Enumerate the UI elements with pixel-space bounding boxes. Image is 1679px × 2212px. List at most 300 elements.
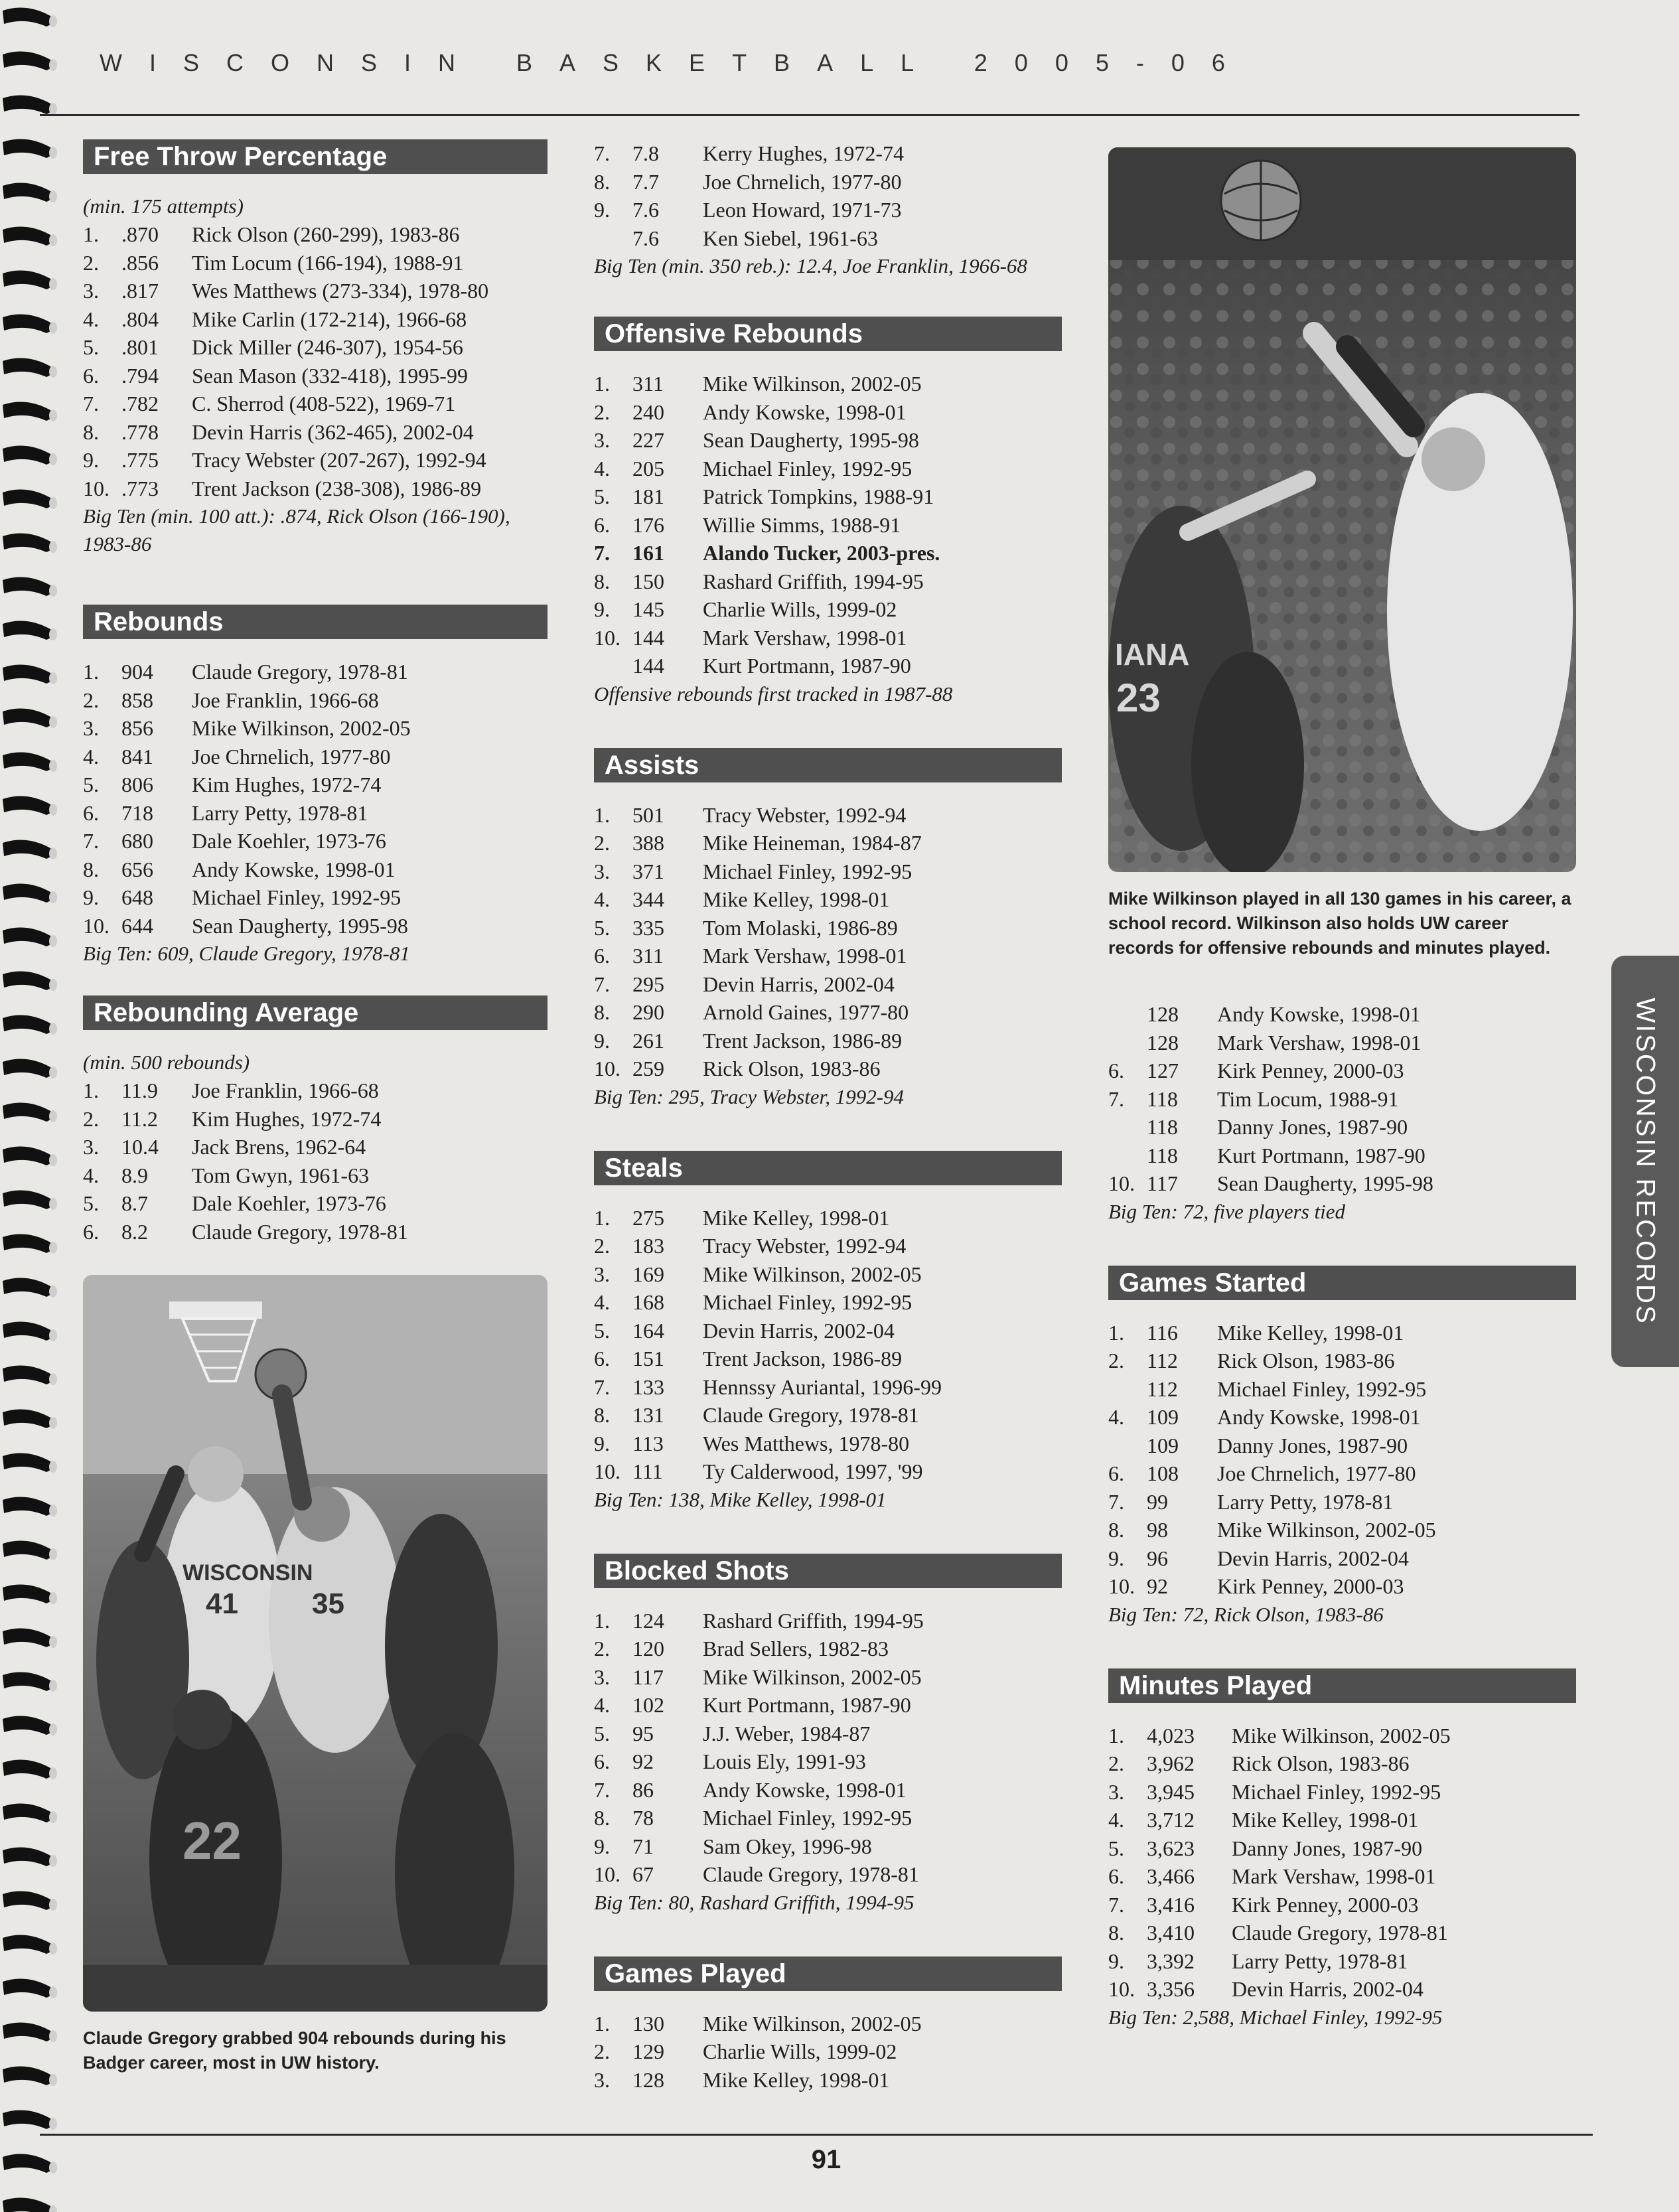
record-value: 371 — [632, 859, 664, 883]
record-row — [594, 2010, 1062, 2038]
record-row — [83, 658, 548, 686]
record-name: Mark Vershaw, 1998-01 — [703, 944, 907, 968]
record-row — [83, 1218, 548, 1246]
record-rank: 10. — [1108, 1574, 1135, 1598]
record-name: C. Sherrod (408-522), 1969-71 — [192, 392, 456, 415]
record-row — [1108, 1544, 1576, 1573]
section-title: Assists — [594, 748, 1062, 782]
record-row — [594, 370, 1062, 398]
record-value: 8.2 — [121, 1219, 148, 1244]
record-rank: 3. — [594, 428, 610, 452]
record-row — [594, 426, 1062, 455]
record-row — [594, 1288, 1062, 1317]
record-row — [1108, 1142, 1576, 1170]
spiral-coil — [3, 796, 52, 816]
spiral-coil — [3, 1234, 52, 1254]
spiral-coil — [3, 315, 52, 334]
record-row — [1108, 1975, 1576, 2004]
header-rule — [40, 114, 1579, 116]
record-rank — [594, 652, 632, 680]
jersey-number-41: 41 — [206, 1587, 238, 1620]
record-row — [594, 857, 1062, 886]
record-row — [83, 714, 548, 743]
record-name: Tim Locum, 1988-91 — [1217, 1086, 1399, 1111]
record-rank: 4. — [83, 307, 99, 331]
record-rank — [1108, 1029, 1147, 1057]
record-rank: 8. — [1108, 1518, 1124, 1542]
record-row — [594, 1607, 1062, 1635]
section-note: Big Ten: 138, Mike Kelley, 1998-01 — [594, 1487, 887, 1511]
record-name: Ken Siebel, 1961-63 — [703, 226, 878, 250]
record-value: 124 — [632, 1608, 664, 1633]
record-value: 3,623 — [1147, 1836, 1195, 1860]
record-rank: 4. — [594, 887, 610, 911]
section-note: Big Ten (min. 100 att.): .874, Rick Olson (166-190), 1983-86 — [83, 504, 510, 555]
record-rank: 4. — [594, 1290, 610, 1314]
record-name: Mike Heineman, 1984-87 — [703, 831, 922, 855]
spiral-coil — [3, 1278, 52, 1297]
spiral-coil — [3, 1979, 52, 1998]
spiral-coil — [3, 8, 52, 27]
spiral-coil — [3, 271, 52, 290]
record-name: Wes Matthews, 1978-80 — [703, 1431, 910, 1455]
record-row — [83, 883, 548, 912]
section-note: Big Ten: 2,588, Michael Finley, 1992-95 — [1108, 2005, 1443, 2029]
record-name: Rashard Griffith, 1994-95 — [703, 569, 924, 593]
record-row — [1108, 1375, 1576, 1404]
record-value: 656 — [121, 857, 153, 881]
binding-hole — [49, 1329, 57, 1341]
record-row — [83, 799, 548, 828]
record-value: 205 — [632, 456, 664, 480]
section-title: Rebounds — [83, 605, 548, 639]
record-rank: 3. — [594, 859, 610, 883]
record-rank: 3. — [594, 2067, 610, 2092]
record-rank: 7. — [594, 1374, 610, 1399]
record-name: Rick Olson, 1983-86 — [703, 1057, 881, 1080]
jersey-text-wisconsin: WISCONSIN — [183, 1560, 313, 1585]
spiral-coil — [3, 2067, 52, 2086]
record-name: Claude Gregory, 1978-81 — [703, 1403, 919, 1427]
record-name: Kurt Portmann, 1987-90 — [703, 654, 911, 678]
section-title: Offensive Rebounds — [594, 317, 1062, 351]
binding-hole — [49, 1811, 57, 1823]
record-name: Danny Jones, 1987-90 — [1232, 1836, 1423, 1860]
record-name: Danny Jones, 1987-90 — [1217, 1433, 1408, 1457]
record-value: 131 — [632, 1403, 664, 1427]
record-row — [594, 1430, 1062, 1458]
record-value: 11.9 — [121, 1078, 158, 1102]
record-rank: 5. — [594, 1318, 610, 1343]
record-row — [83, 855, 548, 884]
record-value: 344 — [632, 887, 664, 911]
record-value: 92 — [632, 1749, 654, 1773]
record-row — [83, 475, 548, 503]
binding-hole — [49, 891, 57, 903]
record-value: 806 — [121, 773, 153, 796]
spiral-coil — [3, 1672, 52, 1692]
record-name: Kurt Portmann, 1987-90 — [703, 1693, 911, 1717]
record-rank: 1. — [83, 660, 99, 684]
record-row — [83, 1076, 548, 1105]
binding-hole — [49, 804, 57, 816]
record-name: Kurt Portmann, 1987-90 — [1217, 1143, 1425, 1167]
record-value: 112 — [1147, 1349, 1178, 1372]
record-rank: 9. — [594, 198, 610, 222]
spiral-coil — [3, 928, 52, 947]
section-rebounding-average — [83, 995, 548, 1246]
record-value: 168 — [632, 1290, 664, 1314]
record-rank: 7. — [594, 141, 610, 165]
record-name: Claude Gregory, 1978-81 — [1232, 1921, 1448, 1945]
record-name: Sean Daugherty, 1995-98 — [1217, 1171, 1433, 1195]
record-row — [1108, 1403, 1576, 1432]
record-value: 7.8 — [632, 141, 659, 165]
binding-hole — [49, 1461, 57, 1473]
record-row — [594, 455, 1062, 483]
binding-hole — [49, 541, 57, 553]
record-value: .801 — [121, 335, 159, 359]
section-offensive-rebounds — [594, 317, 1062, 708]
section-assists — [594, 748, 1062, 1111]
binding-hole — [49, 409, 57, 421]
spiral-coil — [3, 1541, 52, 1560]
spiral-coil — [3, 1585, 52, 1604]
record-name: Charlie Wills, 1999-02 — [703, 597, 897, 621]
record-rank: 2. — [1108, 1349, 1124, 1372]
binding-hole — [49, 497, 57, 509]
record-rank: 10. — [594, 1057, 620, 1080]
record-rank: 2. — [83, 250, 99, 275]
record-row — [1108, 1488, 1576, 1516]
record-rank: 2. — [594, 1637, 610, 1660]
spiral-coil — [3, 2023, 52, 2042]
record-row — [83, 771, 548, 799]
record-name: Charlie Wills, 1999-02 — [703, 2039, 897, 2063]
record-value: 117 — [1147, 1171, 1178, 1195]
record-value: 718 — [121, 800, 153, 825]
record-rank: 10. — [1108, 1171, 1135, 1195]
record-row — [1108, 1057, 1576, 1085]
record-rank: 9. — [83, 885, 99, 909]
record-name: Larry Petty, 1978-81 — [192, 800, 368, 825]
record-value: 151 — [632, 1347, 664, 1370]
record-rank: 2. — [594, 831, 610, 855]
record-row — [83, 1133, 548, 1161]
record-row — [594, 1204, 1062, 1232]
record-row — [83, 827, 548, 855]
record-value: .794 — [121, 363, 159, 388]
record-row — [1108, 1432, 1576, 1460]
record-value: 290 — [632, 1000, 664, 1024]
record-value: 144 — [632, 654, 664, 678]
record-name: Mike Kelley, 1998-01 — [1232, 1808, 1419, 1832]
record-value: 3,466 — [1147, 1864, 1195, 1888]
record-name: Mike Wilkinson, 2002-05 — [703, 1262, 922, 1286]
record-rank: 5. — [594, 484, 610, 508]
record-value: 3,356 — [1147, 1977, 1195, 2001]
record-row — [83, 390, 548, 418]
record-value: 335 — [632, 915, 664, 940]
section-games-played — [594, 1956, 1062, 2095]
record-row — [1108, 1085, 1576, 1114]
record-rank: 2. — [594, 1234, 610, 1258]
record-row — [594, 1260, 1062, 1289]
record-name: Brad Sellers, 1982-83 — [703, 1637, 889, 1660]
record-row — [1108, 1169, 1576, 1198]
record-row — [1108, 1722, 1576, 1750]
record-name: Mike Kelley, 1998-01 — [703, 2067, 890, 2092]
record-name: Andy Kowske, 1998-01 — [703, 400, 907, 424]
record-row — [1108, 1947, 1576, 1976]
record-value: 133 — [632, 1374, 664, 1399]
record-rank: 10. — [594, 1862, 620, 1886]
record-value: 118 — [1147, 1143, 1178, 1167]
record-value: 680 — [121, 829, 153, 853]
record-rank: 5. — [1108, 1836, 1124, 1860]
record-name: Claude Gregory, 1978-81 — [192, 1219, 408, 1244]
record-row — [594, 1457, 1062, 1486]
binding-hole — [49, 1505, 57, 1516]
record-row — [83, 686, 548, 715]
record-rank: 8. — [594, 569, 610, 593]
record-name: Sean Daugherty, 1995-98 — [192, 913, 408, 938]
record-name: Rashard Griffith, 1994-95 — [703, 1608, 924, 1633]
record-row — [594, 1373, 1062, 1402]
section-steals — [594, 1151, 1062, 1514]
binding-hole — [49, 59, 57, 71]
record-row — [594, 652, 1062, 680]
record-name: Willie Simms, 1988-91 — [703, 512, 901, 537]
record-name: J.J. Weber, 1984-87 — [703, 1721, 871, 1745]
record-name: Kirk Penney, 2000-03 — [1217, 1059, 1404, 1082]
record-rank: 2. — [83, 688, 99, 712]
record-row — [1108, 1319, 1576, 1347]
binding-hole — [49, 147, 57, 159]
binding-hole — [49, 2030, 57, 2042]
record-name: Kerry Hughes, 1972-74 — [703, 141, 905, 165]
record-rank: 6. — [1108, 1059, 1124, 1082]
record-row — [594, 2066, 1062, 2095]
record-rank: 7. — [1108, 1086, 1124, 1111]
record-row — [594, 2037, 1062, 2066]
record-name: Michael Finley, 1992-95 — [703, 1806, 913, 1830]
record-rank: 1. — [594, 2011, 610, 2035]
record-rank: 7. — [83, 829, 99, 853]
record-row — [594, 1635, 1062, 1663]
jersey-text-iana: IANA — [1115, 637, 1190, 672]
footer-rule — [40, 2134, 1593, 2136]
record-value: 99 — [1147, 1489, 1168, 1514]
record-row — [1108, 1862, 1576, 1891]
record-value: .773 — [121, 476, 159, 500]
record-value: 501 — [632, 802, 664, 827]
record-rank: 4. — [594, 1693, 610, 1717]
record-rank: 5. — [83, 1191, 99, 1215]
binding-hole — [49, 1724, 57, 1735]
record-value: 904 — [121, 660, 153, 684]
record-value: 3,712 — [1147, 1808, 1195, 1832]
spiral-coil — [3, 1103, 52, 1122]
record-name: Andy Kowske, 1998-01 — [192, 857, 396, 881]
record-value: 92 — [1147, 1574, 1168, 1598]
record-value: 112 — [1147, 1376, 1178, 1401]
binding-hole — [49, 1198, 57, 1210]
section-blocked-shots — [594, 1554, 1062, 1917]
spiral-coil — [3, 884, 52, 903]
section-note: Big Ten: 72, five players tied — [1108, 1199, 1346, 1223]
record-value: 4,023 — [1147, 1723, 1195, 1747]
record-row — [594, 1663, 1062, 1692]
binding-hole — [49, 1592, 57, 1604]
record-value: 128 — [1147, 1002, 1179, 1026]
record-row — [83, 418, 548, 447]
record-row — [1108, 1572, 1576, 1601]
record-name: Andy Kowske, 1998-01 — [1217, 1405, 1421, 1429]
column-right — [1108, 147, 1576, 2071]
record-value: 129 — [632, 2039, 664, 2063]
record-rank — [1108, 1432, 1147, 1460]
record-row — [83, 446, 548, 475]
record-row — [83, 333, 548, 362]
spiral-coil — [3, 1804, 52, 1823]
record-row — [594, 168, 1062, 196]
spiral-coil — [3, 1191, 52, 1210]
binding-hole — [49, 935, 57, 947]
section-title: Steals — [594, 1151, 1062, 1185]
page-number: 91 — [811, 2145, 841, 2174]
spiral-coil — [3, 709, 52, 728]
binding-hole — [49, 1680, 57, 1692]
record-name: Ty Calderwood, 1997, '99 — [703, 1459, 923, 1483]
record-value: 161 — [632, 541, 664, 565]
record-name: Rick Olson, 1983-86 — [1232, 1751, 1410, 1775]
record-value: 227 — [632, 428, 664, 452]
spiral-coil — [3, 1322, 52, 1341]
spiral-coil — [3, 1147, 52, 1166]
binding-hole — [49, 760, 57, 772]
binding-hole — [49, 716, 57, 728]
binding-hole — [49, 628, 57, 640]
binding-hole — [49, 453, 57, 465]
record-value: 3,962 — [1147, 1751, 1195, 1775]
record-row — [594, 398, 1062, 427]
record-rank: 2. — [594, 2039, 610, 2063]
record-row — [594, 1317, 1062, 1345]
section-note: Big Ten: 295, Tracy Webster, 1992-94 — [594, 1084, 905, 1108]
record-rank: 6. — [594, 944, 610, 968]
record-row — [594, 539, 1062, 567]
record-row — [83, 249, 548, 277]
binding-hole — [49, 1855, 57, 1867]
spiral-coil — [3, 1935, 52, 1954]
spiral-coil — [3, 1848, 52, 1867]
record-rank: 6. — [1108, 1461, 1124, 1485]
binding-hole — [49, 672, 57, 684]
record-value: 117 — [632, 1664, 664, 1689]
record-name: Mike Wilkinson, 2002-05 — [192, 716, 411, 740]
record-row — [594, 1691, 1062, 1720]
binding-hole — [49, 1767, 57, 1779]
record-rank — [1108, 1113, 1147, 1142]
record-name: Tom Gwyn, 1961-63 — [192, 1163, 370, 1187]
record-name: Danny Jones, 1987-90 — [1217, 1115, 1408, 1139]
record-row — [594, 1720, 1062, 1748]
record-value: 128 — [632, 2067, 664, 2092]
record-name: Dick Miller (246-307), 1954-56 — [192, 335, 463, 359]
record-rank: 1. — [83, 222, 99, 246]
record-row — [594, 942, 1062, 970]
photo-caption-wilkinson: Mike Wilkinson played in all 130 games in his career, a school record. Wilkinson also holds UW career records for offensive rebounds and minutes played. — [1108, 889, 1571, 958]
record-rank: 8. — [594, 169, 610, 194]
record-name: Mike Wilkinson, 2002-05 — [703, 2011, 922, 2035]
spiral-coil — [3, 96, 52, 115]
section-title: Games Started — [1108, 1266, 1576, 1300]
record-value: 3,392 — [1147, 1949, 1195, 1973]
record-value: 98 — [1147, 1518, 1168, 1542]
record-name: Mark Vershaw, 1998-01 — [703, 625, 907, 650]
section-note: Big Ten (min. 350 reb.): 12.4, Joe Franklin, 1966-68 — [594, 254, 1027, 277]
record-rank: 9. — [594, 1028, 610, 1053]
record-row — [594, 1345, 1062, 1373]
record-value: .856 — [121, 250, 159, 275]
record-row — [1108, 1516, 1576, 1544]
binding-hole — [49, 2118, 57, 2130]
record-rank: 7. — [594, 541, 610, 565]
record-value: 164 — [632, 1318, 664, 1343]
record-name: Mike Wilkinson, 2002-05 — [703, 1664, 922, 1689]
record-row — [594, 970, 1062, 999]
record-rank: 3. — [83, 716, 99, 740]
side-tab-label: WISCONSIN RECORDS — [1631, 997, 1660, 1325]
record-value: 128 — [1147, 1030, 1179, 1055]
record-rank: 10. — [1108, 1977, 1135, 2001]
record-value: 111 — [632, 1459, 663, 1483]
binding-hole — [49, 366, 57, 378]
section-rebounding-average-continued — [594, 139, 1062, 280]
record-rank: 8. — [83, 857, 99, 881]
record-rank: 8. — [594, 1806, 610, 1830]
record-value: 67 — [632, 1862, 654, 1886]
record-rank: 4. — [83, 744, 99, 769]
record-rank: 9. — [594, 597, 610, 621]
column-middle — [594, 139, 1062, 2134]
record-value: 311 — [632, 944, 664, 968]
record-rank: 9. — [1108, 1546, 1124, 1570]
record-value: 109 — [1147, 1405, 1179, 1429]
record-value: 109 — [1147, 1433, 1179, 1457]
record-rank: 7. — [594, 1777, 610, 1802]
spiral-coil — [3, 227, 52, 246]
record-name: Mark Vershaw, 1998-01 — [1217, 1030, 1422, 1055]
record-rank: 6. — [83, 800, 99, 825]
photo-caption-gregory: Claude Gregory grabbed 904 rebounds during his Badger career, most in UW history. — [83, 2028, 506, 2073]
record-value: 3,410 — [1147, 1921, 1195, 1945]
record-row — [594, 801, 1062, 830]
record-value: 181 — [632, 484, 664, 508]
record-row — [594, 1804, 1062, 1832]
record-rank: 9. — [83, 448, 99, 472]
section-qualifier: (min. 500 rebounds) — [83, 1051, 250, 1074]
record-rank: 2. — [594, 400, 610, 424]
record-value: 240 — [632, 400, 664, 424]
spiral-coil — [3, 621, 52, 640]
record-rank: 2. — [1108, 1751, 1124, 1775]
record-name: Rick Olson (260-299), 1983-86 — [192, 222, 460, 246]
record-name: Sam Okey, 1996-98 — [703, 1834, 872, 1858]
record-name: Rick Olson, 1983-86 — [1217, 1349, 1395, 1372]
section-note: Big Ten: 72, Rick Olson, 1983-86 — [1108, 1602, 1384, 1626]
